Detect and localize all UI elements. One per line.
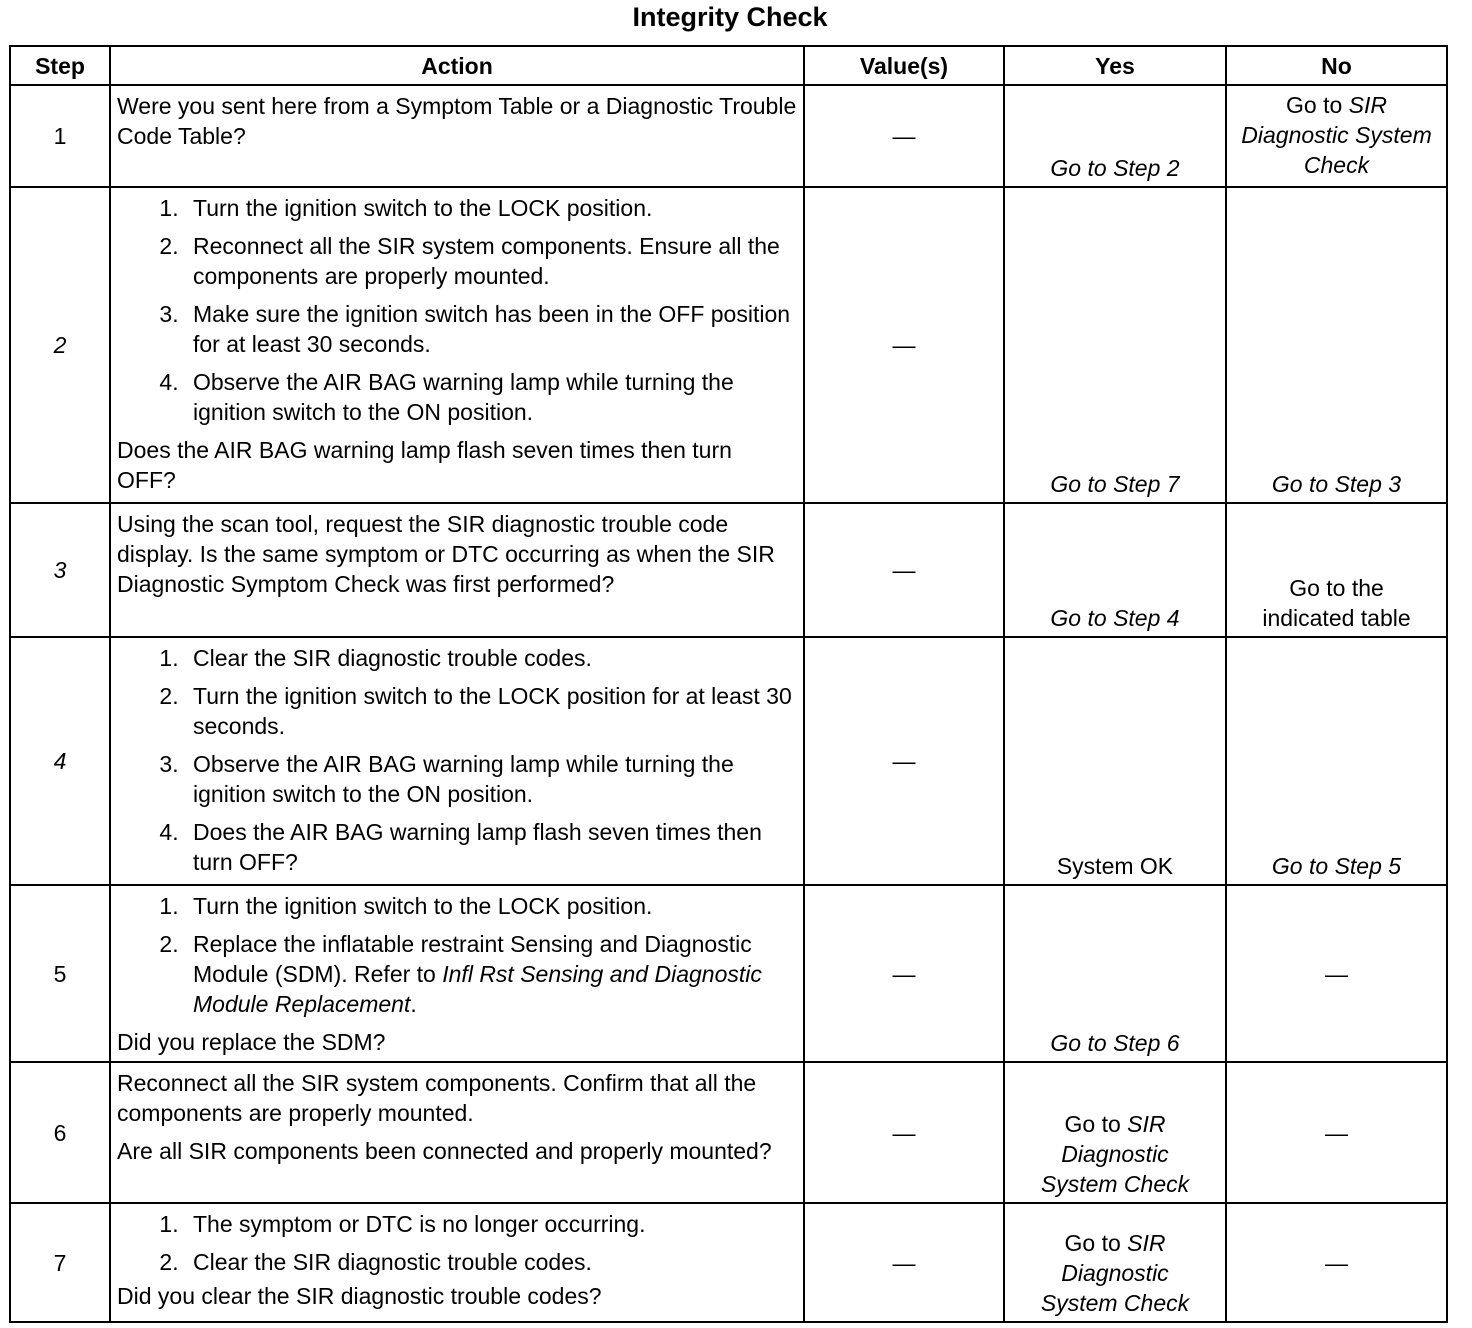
action-steps [117,891,797,1019]
step-no [1226,85,1447,187]
step-value: — [804,885,1004,1062]
step-no: — [1226,1062,1447,1203]
step-number: 1 [10,85,110,187]
procedure-reference: Infl Rst Sensing and Diagnostic Module Replacement [193,961,762,1017]
no-link: SIR Diagnostic System Check [1241,91,1432,178]
table-row [10,637,1447,885]
yes-prefix: Go to [1064,1111,1128,1137]
step-number: 3 [10,503,110,637]
yes-link: SIR Diagnostic System Check [1040,1230,1190,1316]
table-row [10,503,1447,637]
step-number: 2 [10,187,110,503]
step-value: — [804,503,1004,637]
step-no: Go to the indicated table [1226,503,1447,637]
yes-prefix: Go to [1064,1230,1128,1256]
step-yes [1004,1062,1226,1203]
action-steps [117,193,797,427]
action-step: 1. Turn the ignition switch to the LOCK position. [185,891,797,921]
action-text: Reconnect all the SIR system components. Confirm that all the components are properly mounted. [117,1070,757,1126]
step-number: 4 [10,637,110,885]
action-step: 2. Clear the SIR diagnostic trouble codes. [185,1247,797,1277]
step-yes: Go to Step 7 [1004,187,1226,503]
step-value: — [804,637,1004,885]
action-step: 4. Does the AIR BAG warning lamp flash seven times then turn OFF? [185,817,797,877]
step-no: Go to Step 5 [1226,637,1447,885]
action-step: 4. Observe the AIR BAG warning lamp while turning the ignition switch to the ON position. [185,367,797,427]
step-number: 6 [10,1062,110,1203]
step-yes: Go to Step 6 [1004,885,1226,1062]
step-value: — [804,85,1004,187]
step-yes: Go to Step 2 [1004,85,1226,187]
action-step: 3. Make sure the ignition switch has been in the OFF position for at least 30 seconds. [185,299,797,359]
header-step: Step [10,46,110,85]
header-row [10,46,1447,85]
table-row [10,885,1447,1062]
yes-link: SIR Diagnostic System Check [1040,1111,1190,1197]
step-number: 7 [10,1203,110,1322]
step-text-end: . [410,991,417,1017]
step-yes [1004,1203,1226,1322]
header-values: Value(s) [804,46,1004,85]
document-title: Integrity Check [632,2,828,32]
action-step: 1. Turn the ignition switch to the LOCK position. [185,193,797,223]
action-step: 2. Reconnect all the SIR system components. Ensure all the components are properly mounted. [185,231,797,291]
step-action [110,1203,804,1322]
step-no: — [1226,1203,1447,1322]
header-action: Action [110,46,804,85]
action-question: Does the AIR BAG warning lamp flash seven times then turn OFF? [117,437,732,493]
step-action [110,85,804,187]
table-row [10,187,1447,503]
action-text: Using the scan tool, request the SIR diagnostic trouble code display. Is the same symptom or DTC occurring as when the SIR Diagnostic Symptom Check was first performed? [117,511,775,597]
action-step: 2. Turn the ignition switch to the LOCK position for at least 30 seconds. [185,681,797,741]
step-text: Replace the inflatable restraint Sensing and Diagnostic Module (SDM). Refer to [193,931,752,987]
no-prefix: Go to [1286,91,1349,118]
step-action [110,885,804,1062]
step-yes: Go to Step 4 [1004,503,1226,637]
action-step: 1. The symptom or DTC is no longer occurring. [185,1209,797,1239]
table-row [10,1203,1447,1322]
action-question: Are all SIR components been connected and properly mounted? [117,1138,772,1164]
step-no: Go to Step 3 [1226,187,1447,503]
step-yes: System OK [1004,637,1226,885]
action-question: Did you clear the SIR diagnostic trouble codes? [117,1283,602,1309]
table-row [10,85,1447,187]
step-action [110,1062,804,1203]
action-text: Were you sent here from a Symptom Table or a Diagnostic Trouble Code Table? [117,93,797,149]
action-steps [117,643,797,877]
table-row [10,1062,1447,1203]
integrity-check-table [9,45,1448,1323]
action-question: Did you replace the SDM? [117,1029,386,1055]
step-no: — [1226,885,1447,1062]
header-yes: Yes [1004,46,1226,85]
action-step: 1. Clear the SIR diagnostic trouble codes. [185,643,797,673]
step-value: — [804,1062,1004,1203]
action-step [185,929,797,1019]
header-no: No [1226,46,1447,85]
action-step: 3. Observe the AIR BAG warning lamp while turning the ignition switch to the ON position. [185,749,797,809]
action-steps [117,1209,797,1277]
step-action [110,187,804,503]
step-value: — [804,1203,1004,1322]
step-value: — [804,187,1004,503]
step-action [110,637,804,885]
step-action [110,503,804,637]
step-number: 5 [10,885,110,1062]
